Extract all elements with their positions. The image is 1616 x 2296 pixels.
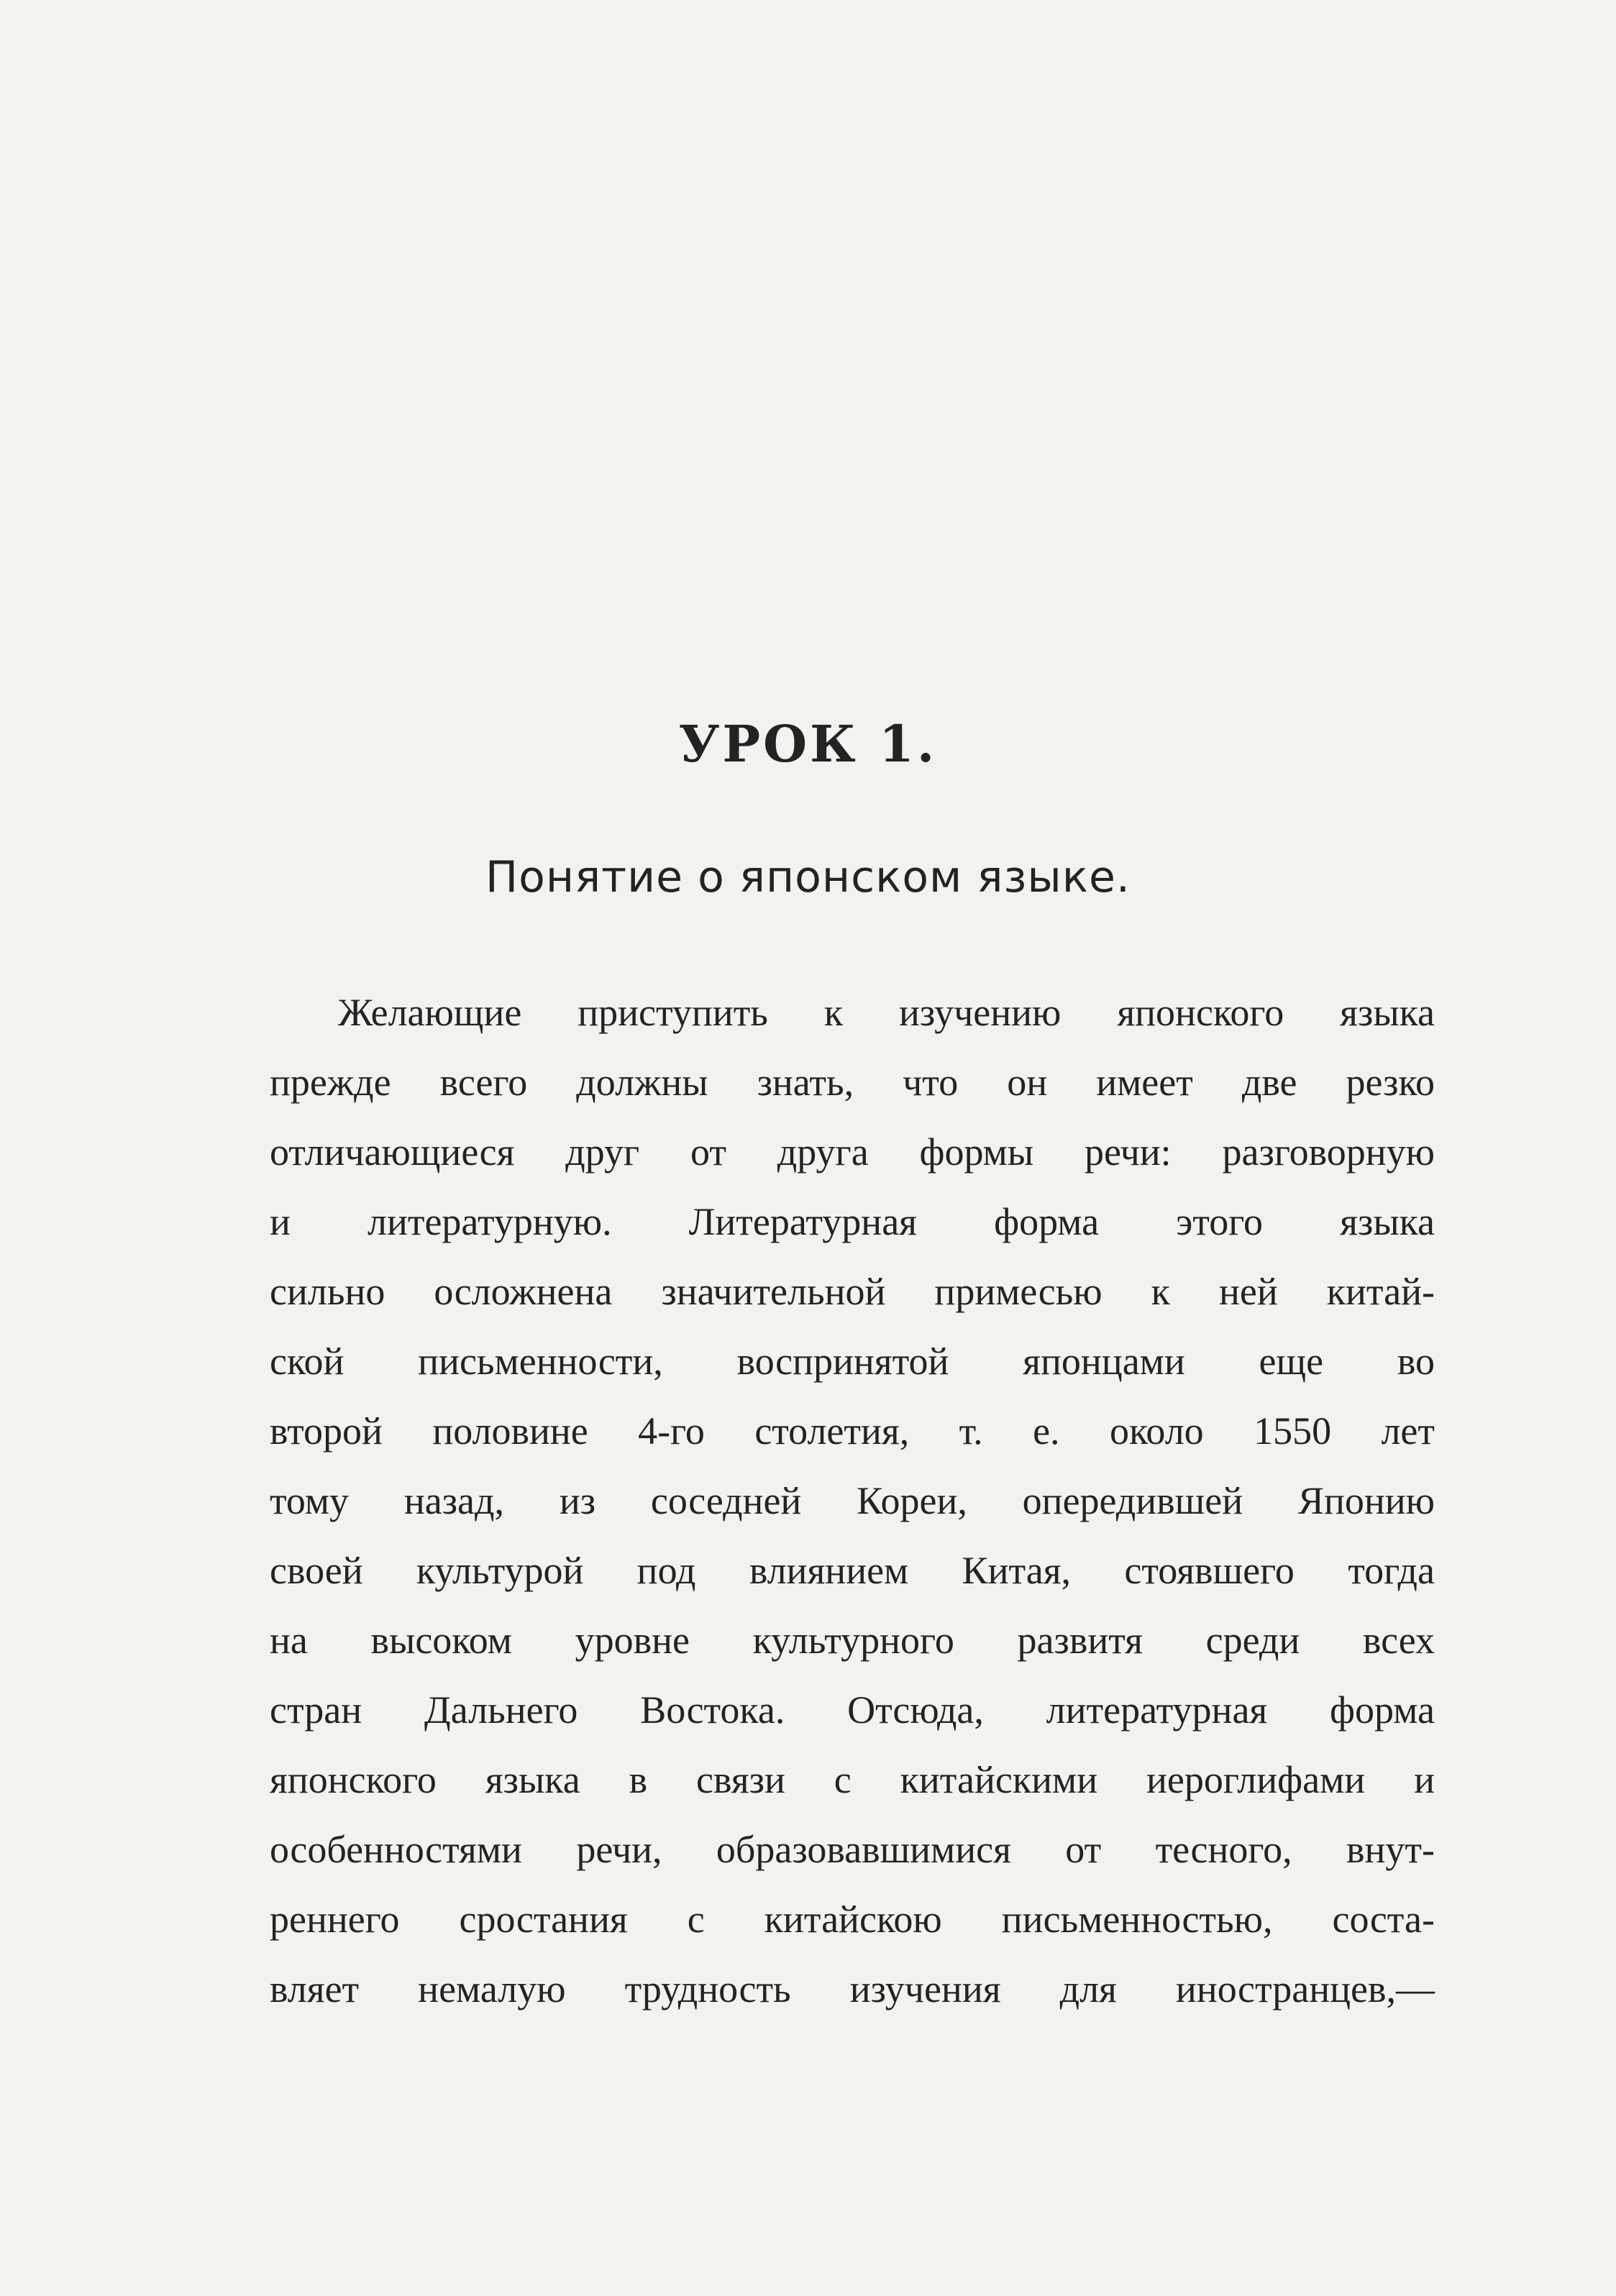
- text-line: своей культурой под влиянием Китая, стоявшего тогда: [270, 1549, 1435, 1592]
- lesson-title: УРОК 1.: [678, 714, 938, 774]
- text-line: реннего сростания с китайскою письменностью, соста-: [270, 1898, 1435, 1941]
- text-line: отличающиеся друг от друга формы речи: разговорную: [270, 1130, 1435, 1174]
- text-line: вляет немалую трудность изучения для иностранцев,—: [270, 1967, 1435, 2011]
- text-line: ской письменности, воспринятой японцами еще во: [270, 1340, 1435, 1383]
- text-line: второй половине 4-го столетия, т. е. около 1550 лет: [270, 1409, 1435, 1453]
- text-line: особенностями речи, образовавшимися от тесного, внут-: [270, 1828, 1435, 1871]
- body-paragraph: [270, 978, 1435, 2024]
- text-line: прежде всего должны знать, что он имеет две резко: [270, 1061, 1435, 1104]
- text-line: японского языка в связи с китайскими иероглифами и: [270, 1758, 1435, 1801]
- text-line: тому назад, из соседней Кореи, опередившей Японию: [270, 1479, 1435, 1522]
- text-line: сильно осложнена значительной примесью к ней китай-: [270, 1270, 1435, 1313]
- text-line: стран Дальнего Востока. Отсюда, литературная форма: [270, 1688, 1435, 1732]
- text-line: и литературную. Литературная форма этого языка: [270, 1200, 1435, 1243]
- text-line: Желающие приступить к изучению японского языка: [338, 991, 1435, 1034]
- lesson-subtitle: Понятие о японском языке.: [485, 852, 1131, 902]
- text-line: на высоком уровне культурного развитя среди всех: [270, 1619, 1435, 1662]
